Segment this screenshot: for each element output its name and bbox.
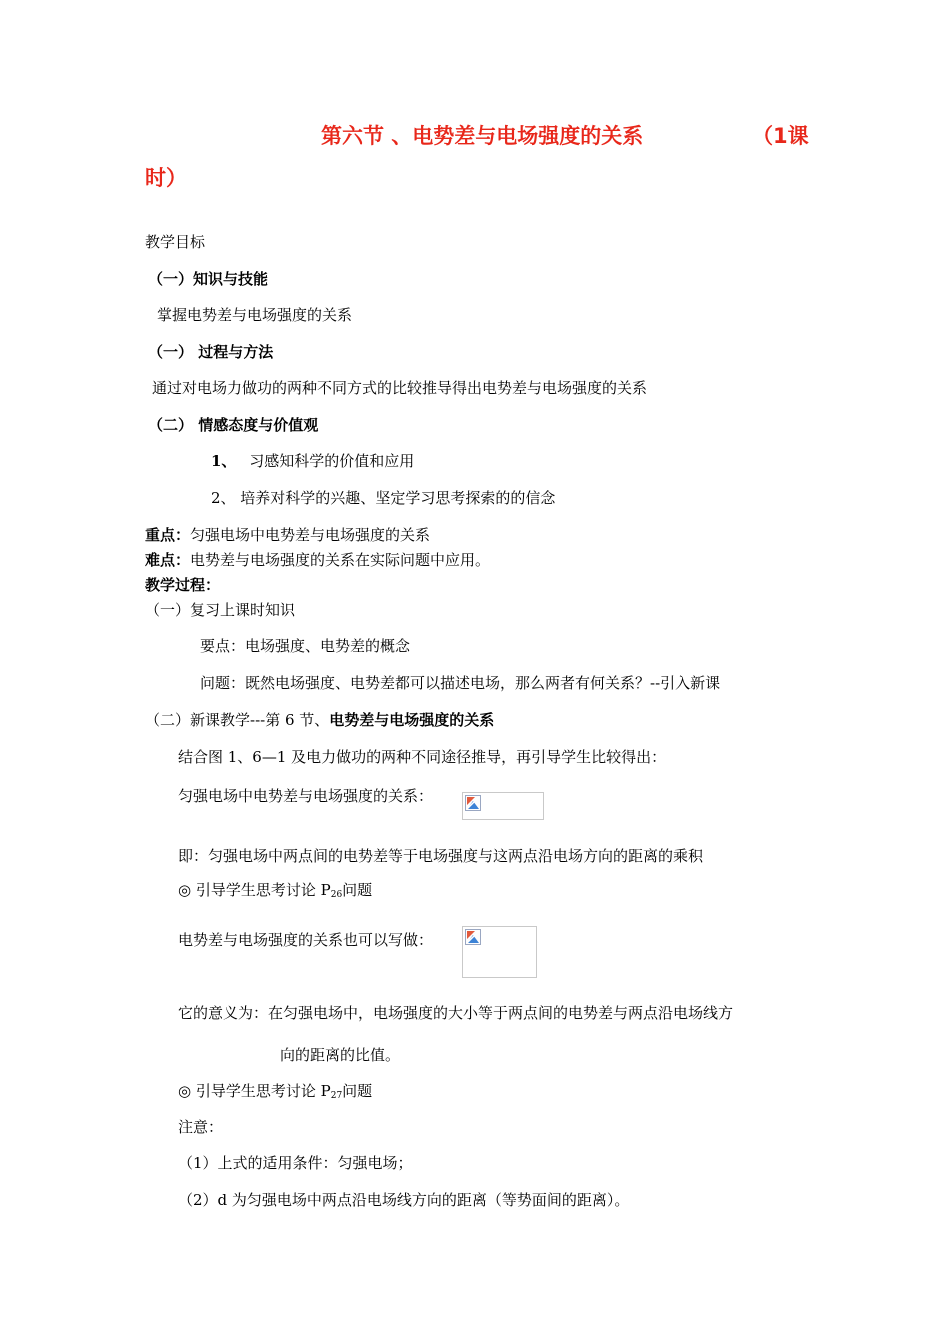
discussion-p26: ◎ 引导学生思考讨论 $P_{26}$问题 <box>178 881 373 900</box>
meaning-ratio-paragraph-line-1: 它的意义为：在匀强电场中，电场强度的大小等于两点间的电势差与两点沿电场线方 <box>178 1004 734 1022</box>
meaning-product-paragraph: 即：匀强电场中两点间的电势差等于电场强度与这两点沿电场方向的距离的乘积 <box>178 847 704 865</box>
review-question: 问题：既然电场强度、电势差都可以描述电场，那么两者有何关系？--引入新课 <box>200 674 721 692</box>
title-line-1 <box>321 122 643 150</box>
difficulty-point: 难点：电势差与电场强度的关系在实际问题中应用。 <box>145 551 491 569</box>
goals-section-2-item: 通过对电场力做功的两种不同方式的比较推导得出电势差与电场强度的关系 <box>152 379 648 397</box>
formula-image-2 <box>462 926 537 978</box>
note-2: （2）d 为匀强电场中两点沿电场线方向的距离（等势面间的距离）。 <box>178 1191 630 1209</box>
goals-section-3-heading: （二） 情感态度与价值观 <box>148 416 319 434</box>
key-point: 重点：匀强电场中电势差与电场强度的关系 <box>145 526 431 544</box>
meaning-ratio-paragraph-line-2: 向的距离的比值。 <box>280 1046 401 1064</box>
process-heading: 教学过程： <box>145 576 221 594</box>
goals-section-1-heading: （一）知识与技能 <box>148 270 269 288</box>
broken-image-icon <box>465 929 481 945</box>
goals-section-3-item-2: 2、 培养对科学的兴趣、坚定学习思考探索的的信念 <box>211 489 556 507</box>
title-text: 第六节 、电势差与电场强度的关系 <box>321 124 644 148</box>
broken-image-icon <box>465 795 481 811</box>
goals-section-1-item: 掌握电势差与电场强度的关系 <box>157 306 353 324</box>
goals-heading: 教学目标 <box>145 233 206 251</box>
title-hours: （1课 <box>752 124 809 148</box>
note-heading: 注意： <box>178 1118 224 1136</box>
goals-section-2-heading: （一） 过程与方法 <box>148 343 274 361</box>
relation-paragraph: 匀强电场中电势差与电场强度的关系： <box>178 787 434 805</box>
formula-image-1 <box>462 792 544 820</box>
new-lesson-heading: （二）新课教学---第 6 节、电势差与电场强度的关系 <box>145 711 495 729</box>
title-line-2: 时） <box>145 166 187 190</box>
review-point: 要点：电场强度、电势差的概念 <box>200 637 411 655</box>
note-1: （1）上式的适用条件：匀强电场； <box>178 1154 413 1172</box>
review-heading: （一）复习上课时知识 <box>145 601 296 619</box>
derivation-paragraph: 结合图 1、6—1 及电力做功的两种不同途径推导，再引导学生比较得出： <box>178 748 667 766</box>
discussion-p27: ◎ 引导学生思考讨论 $P_{27}$问题 <box>178 1082 373 1101</box>
alternate-form-paragraph: 电势差与电场强度的关系也可以写做： <box>178 931 434 949</box>
goals-section-3-item-1: 1、 习感知科学的价值和应用 <box>211 452 415 470</box>
